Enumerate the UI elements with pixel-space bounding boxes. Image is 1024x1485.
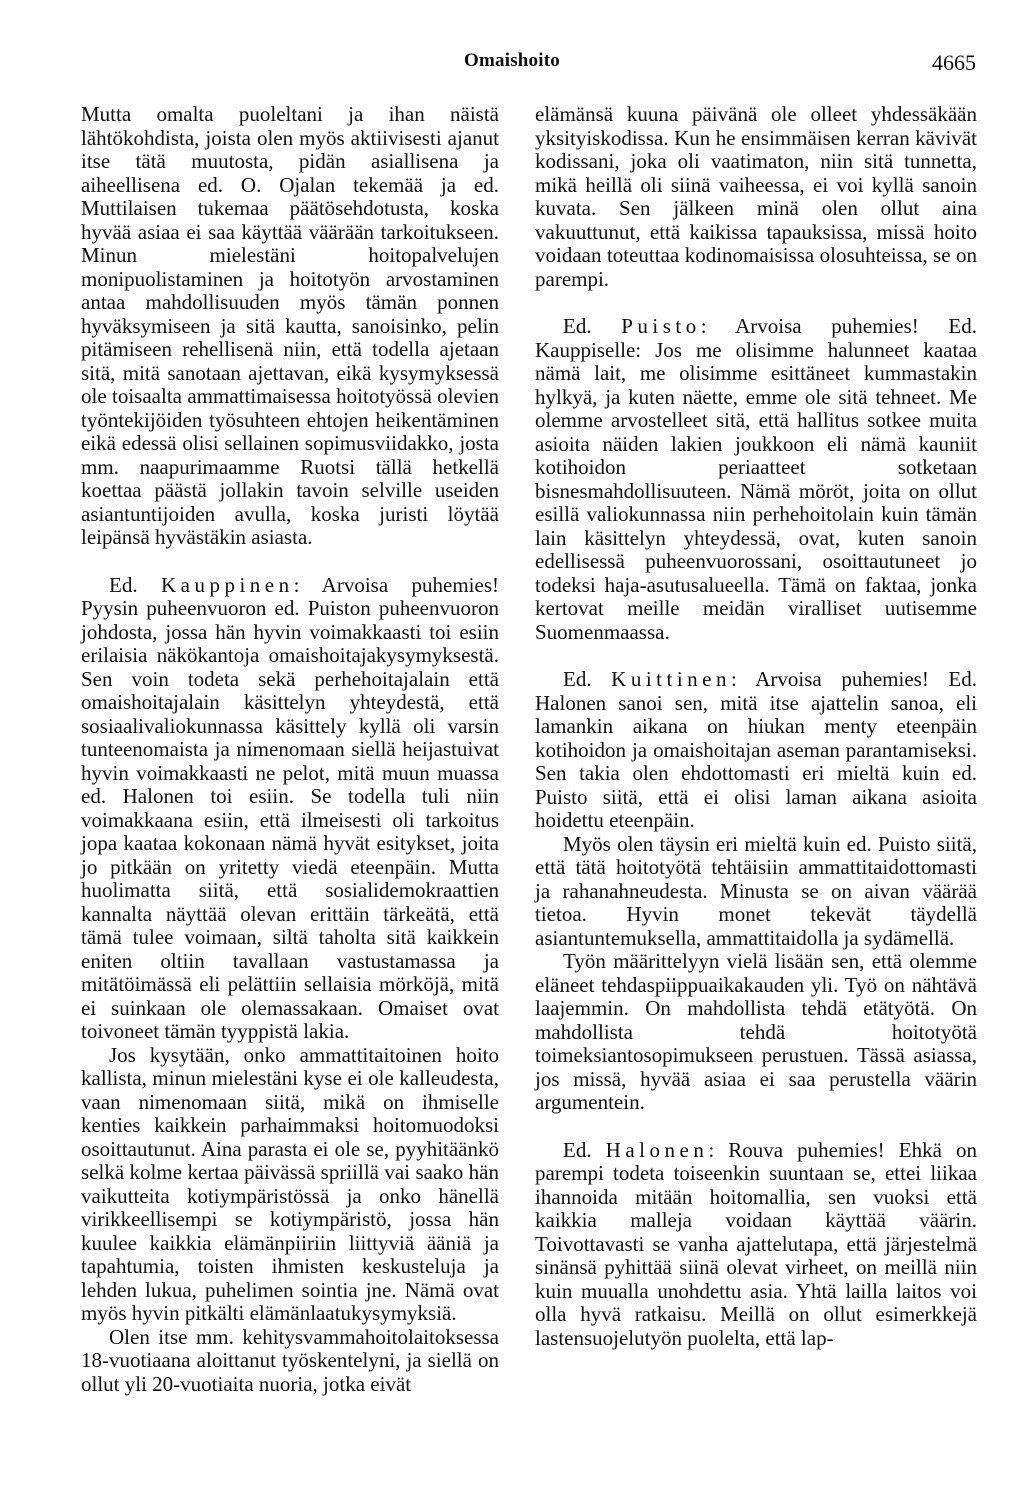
- speech-text: : Arvoisa puhemies! Ed. Halonen sanoi sen, mitä itse ajattelin sanoa, eli lamankin aikana on hiukan menty eteenpäin kotihoidon ja omaishoitajan aseman parantamiseksi. Sen takia olen ehdottomasti eri mieltä kuin ed. Puisto siitä, että ei olisi laman aikana asioita hoidettu eteenpäin.: [535, 667, 977, 832]
- running-header-title: Omaishoito: [464, 50, 560, 71]
- speech-prefix: Ed.: [563, 667, 612, 691]
- left-column: [81, 103, 499, 1396]
- speaker-name: Kuittinen: [611, 667, 731, 691]
- speech-prefix: Ed.: [563, 1137, 606, 1162]
- speech-text: : Arvoisa puhemies! Ed. Kauppiselle: Jos me olisimme halunneet kaataa nämä lait, me olisimme esittäneet kummastakin hylkyä, ja kuten näette, emme ole sitä tehneet. Me olemme arvostelleet sitä, että hallitus sotkee muita asioita näiden lakien joukkoon eli nämä kauniit kotihoidon periaatteet sotketaan bisnesmahdollisuuteen. Nämä möröt, joita on ollut esillä valiokunnassa niin perhehoitolain kuin tämän lain käsittelyn yhteydessä, ovat, kuten sanoin edellisessä puheenvuorossani, osoittautuneet jo todeksi haja-asutusalueella. Tämä on faktaa, jonka kertovat meille meidän viralliset uutisemme Suomenmaassa.: [535, 314, 978, 644]
- speaker-name: Kauppinen: [160, 572, 294, 597]
- speech-prefix: Ed.: [109, 572, 161, 597]
- speech-prefix: Ed.: [563, 314, 622, 338]
- paragraph: Myös olen täysin eri mieltä kuin ed. Puisto siitä, että tätä hoitotyötä tehtäisiin ammattitaidottomasti ja rahanahneudesta. Minusta se on aivan väärää tietoa. Hyvin monet tekevät täydellä asiantuntemuksella, ammattitaidolla ja sydämellä.: [535, 831, 977, 950]
- page-number: 4665: [932, 50, 976, 75]
- speech-paragraph: [81, 574, 499, 1044]
- right-column: [535, 103, 977, 1350]
- paragraph: Mutta omalta puoleltani ja ihan näistä lähtökohdista, joista olen myös aktiivisesti ajanut itse tätä muutosta, pidän asiallisena ja aiheellisena ed. O. Ojalan tekemää ja ed. Muttilaisen tukemaa päätösehdotusta, koska hyvää asiaa ei saa käyttää väärään tarkoitukseen. Minun mielestäni hoitopalvelujen monipuolistaminen ja hoitotyön arvostaminen antaa mahdollisuuden myös tämän ponnen hyväksymiseen ja sitä kautta, sanoisinko, pelin pitämiseen rehellisenä niin, että todella ajetaan sitä, mitä sanotaan ajettavan, eikä kysymyksessä ole toisaalta ammattimaisessa hoitotyössä olevien työntekijöiden työsuhteen ehtojen heikentäminen eikä edessä olisi sellainen sopimusviidakko, josta mm. naapurimaamme Ruotsi tällä hetkellä koettaa päästä jollakin tavoin selville useiden asiantuntijoiden avulla, koska juristi löytää leipänsä hyvästäkin asiasta.: [81, 102, 499, 549]
- paragraph: elämänsä kuuna päivänä ole olleet yhdessäkään yksityiskodissa. Kun he ensimmäisen kerran kävivät kodissani, joka oli vaatimaton, niin sitä tunnetta, mikä heillä oli siinä vaiheessa, ei voi kyllä sanoin kuvata. Sen jälkeen minä olen ollut aina vakuuttunut, että kaikissa tapauksissa, missä hoito voidaan toteuttaa kodinomaisissa olosuhteissa, se on parempi.: [535, 102, 977, 291]
- speech-paragraph: [535, 1139, 977, 1351]
- speech-paragraph: [535, 668, 977, 833]
- paragraph: Työn määrittelyyn vielä lisään sen, että olemme eläneet tehdaspiippuaikakauden yli. Työ on nähtävä laajemmin. On mahdollista tehdä etätyötä. On mahdollista tehdä hoitotyötä toimeksiantosopimukseen perustuen. Tässä asiassa, jos missä, hyvää asiaa ei saa perustella väärin argumentein.: [535, 949, 977, 1114]
- speaker-name: Halonen: [605, 1137, 709, 1162]
- speaker-name: Puisto: [621, 314, 701, 338]
- speech-text: : Arvoisa puhemies! Pyysin puheenvuoron ed. Puiston puheenvuoron johdosta, jossa hän hyvin voimakkaasti toi esiin erilaisia näkökantoja omaishoitajakysymyksestä. Sen voin todeta sekä perhehoitajalain että omaishoitajalain käsittelyn yhteydestä, että sosiaalivaliokunnassa käsittely kyllä oli varsin tunteenomaista ja nimenomaan siellä heijastuivat hyvin voimakkaasti ne pelot, mitä muun muassa ed. Halonen toi esiin. Se todella tuli niin voimakkaana esiin, että ilmeisesti oli tarkoitus jopa kaataa kokonaan nämä hyvät esitykset, joita jo pitkään on yritetty viedä eteenpäin. Mutta huolimatta siitä, että sosialidemokraattien kannalta näyttää olevan erittäin tärkeätä, että tämä tulee voimaan, siltä taholta sitä kaikkein eniten oltiin tavallaan vastustamassa ja mitätöimässä eli pelättiin sellaisia mörköjä, mitä ei suinkaan ole olemassakaan. Omaiset ovat toivoneet tämän tyyppistä lakia.: [81, 572, 499, 1043]
- speech-text: : Rouva puhemies! Ehkä on parempi todeta toiseenkin suuntaan se, ettei liikaa ihannoida mitään hoitomallia, sen vuoksi että kaikkia malleja voidaan käyttää väärin. Toivottavasti se vanha ajattelutapa, että järjestelmä sinänsä pyhittää siinä olevat virheet, on meillä niin kuin muualla unohdettu asia. Yhtä lailla laitos voi olla hyvä ratkaisu. Meillä on ollut esimerkkejä lastensuojelutyön puolelta, että lap-: [535, 1137, 977, 1350]
- paragraph: Olen itse mm. kehitysvammahoitolaitoksessa 18-vuotiaana aloittanut työskentelyni, ja siellä on ollut yli 20-vuotiaita nuoria, jotka eivät: [81, 1324, 499, 1396]
- paragraph: Jos kysytään, onko ammattitaitoinen hoito kallista, minun mielestäni kyse ei ole kalleudesta, vaan nimenomaan siitä, mikä on ihmiselle kenties kaikkein parhaimmaksi hoitomuodoksi osoittautunut. Aina parasta ei ole se, pyyhitäänkö selkä kolme kertaa päivässä spriillä vai saako hän vaikutteita kotiympäristössä ja onko hänellä virikkeellisempi se kotiympäristö, jossa hän kuulee kaikkia elämänpiiriin liittyviä ääniä ja tapahtumia, toisten ihmisten keskusteluja ja lehden lukua, puhelimen sointia jne. Nämä ovat myös hyvin pitkälti elämänlaatukysymyksiä.: [81, 1042, 499, 1325]
- speech-paragraph: [535, 315, 977, 644]
